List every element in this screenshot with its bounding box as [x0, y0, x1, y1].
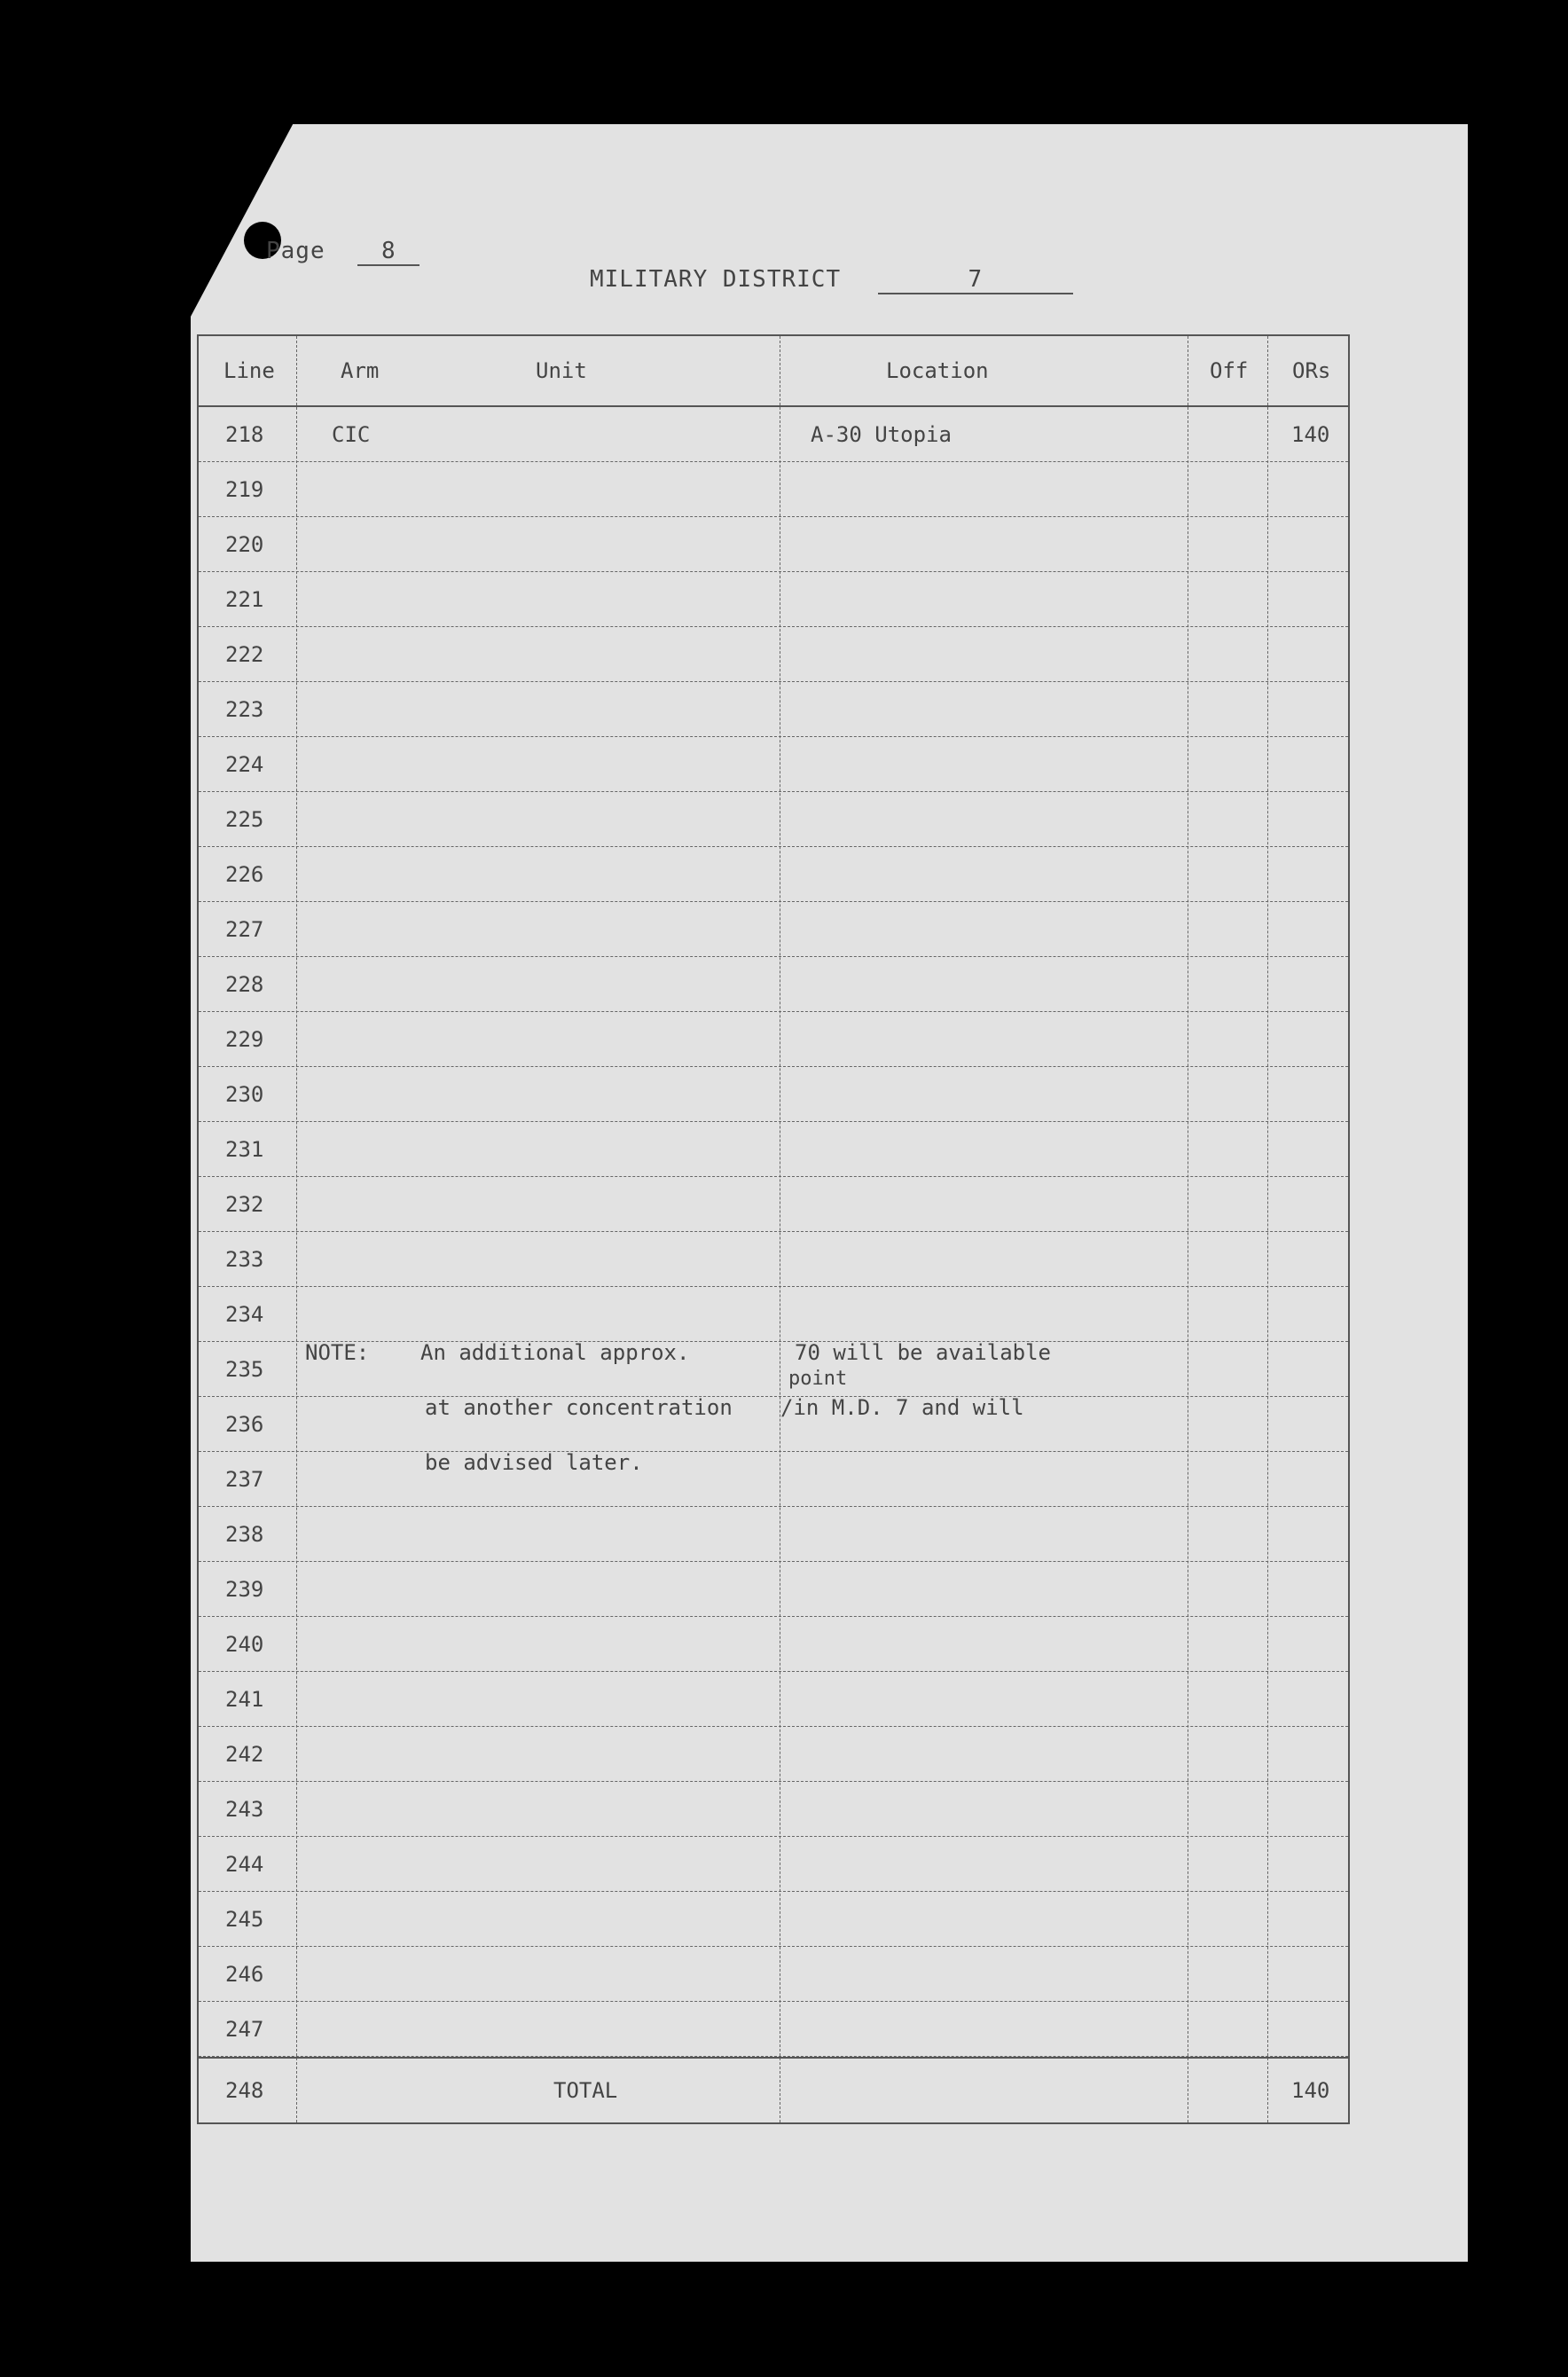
table-row: [199, 957, 1348, 1012]
table-row: [199, 1287, 1348, 1342]
personnel-table: [197, 334, 1350, 2124]
header-line: Line: [223, 358, 275, 383]
note-line1-left: An additional approx.: [420, 1340, 690, 1365]
table-row: [199, 517, 1348, 572]
cell-line: 219: [225, 476, 264, 502]
page-number: 8: [357, 238, 419, 266]
table-row: [199, 1122, 1348, 1177]
table-row: [199, 627, 1348, 682]
cell-line: 241: [225, 1686, 264, 1712]
header-ors: ORs: [1292, 358, 1331, 383]
table-row: [199, 902, 1348, 957]
table-row: [199, 1232, 1348, 1287]
table-row: [199, 1342, 1348, 1397]
table-row: [199, 792, 1348, 847]
cell-line: 234: [225, 1301, 264, 1327]
cell-line: 244: [225, 1851, 264, 1877]
table-row: [199, 2002, 1348, 2057]
cell-line: 247: [225, 2016, 264, 2042]
table-row: [199, 407, 1348, 462]
cell-line: 230: [225, 1081, 264, 1107]
note-line1-right: 70 will be available: [795, 1340, 1051, 1365]
cell-line: 224: [225, 751, 264, 777]
table-row: [199, 462, 1348, 517]
cell-line: 222: [225, 641, 264, 667]
cell-line: 232: [225, 1191, 264, 1217]
table-row: [199, 1727, 1348, 1782]
table-header: [199, 336, 1348, 407]
cell-ors: 140: [1291, 2078, 1330, 2103]
cell-line: 226: [225, 861, 264, 887]
cell-line: 221: [225, 586, 264, 612]
table-row: [199, 1012, 1348, 1067]
cell-unit: TOTAL: [553, 2078, 618, 2103]
district-title: MILITARY DISTRICT: [590, 266, 842, 293]
table-row: [199, 847, 1348, 902]
note-line2-left: at another concentration: [425, 1395, 733, 1420]
table-row: [199, 1067, 1348, 1122]
cell-line: 231: [225, 1136, 264, 1162]
table-row: [199, 1782, 1348, 1837]
table-row: [199, 1452, 1348, 1507]
cell-line: 223: [225, 696, 264, 722]
table-row: [199, 572, 1348, 627]
cell-line: 235: [225, 1356, 264, 1382]
cell-line: 225: [225, 806, 264, 832]
cell-location: A-30 Utopia: [811, 421, 952, 447]
table-row: [199, 737, 1348, 792]
table-row: [199, 1562, 1348, 1617]
cell-line: 246: [225, 1961, 264, 1987]
page-label-group: [266, 238, 419, 266]
table-row: [199, 1947, 1348, 2002]
note-line3: be advised later.: [425, 1450, 643, 1475]
cell-ors: 140: [1291, 421, 1330, 447]
page-label: Page: [266, 238, 325, 264]
table-row: [199, 1672, 1348, 1727]
cell-line: 239: [225, 1576, 264, 1602]
cell-line: 236: [225, 1411, 264, 1437]
cell-line: 243: [225, 1796, 264, 1822]
cell-line: 248: [225, 2078, 264, 2103]
header-off: Off: [1210, 358, 1249, 383]
cell-line: 242: [225, 1741, 264, 1767]
district-header: [590, 266, 1073, 294]
total-row: [199, 2057, 1348, 2122]
cell-line: 228: [225, 971, 264, 997]
table-row: [199, 1507, 1348, 1562]
district-number: 7: [878, 266, 1073, 294]
cell-arm: CIC: [332, 421, 371, 447]
cell-line: 227: [225, 916, 264, 942]
cell-line: 240: [225, 1631, 264, 1657]
cell-line: 220: [225, 531, 264, 557]
cell-line: 238: [225, 1521, 264, 1547]
table-row: [199, 1617, 1348, 1672]
table-row: [199, 1177, 1348, 1232]
table-row: [199, 1837, 1348, 1892]
cell-line: 245: [225, 1906, 264, 1932]
table-row: [199, 1892, 1348, 1947]
cell-line: 237: [225, 1466, 264, 1492]
note-line2-right: /in M.D. 7 and will: [780, 1395, 1024, 1420]
header-arm: Arm: [341, 358, 380, 383]
cell-line: 233: [225, 1246, 264, 1272]
cell-line: 229: [225, 1026, 264, 1052]
note-label: NOTE:: [305, 1340, 370, 1365]
table-row: [199, 682, 1348, 737]
note-insertion: point: [788, 1368, 848, 1390]
table-row: [199, 1397, 1348, 1452]
header-unit: Unit: [536, 358, 587, 383]
cell-line: 218: [225, 421, 264, 447]
header-location: Location: [886, 358, 989, 383]
